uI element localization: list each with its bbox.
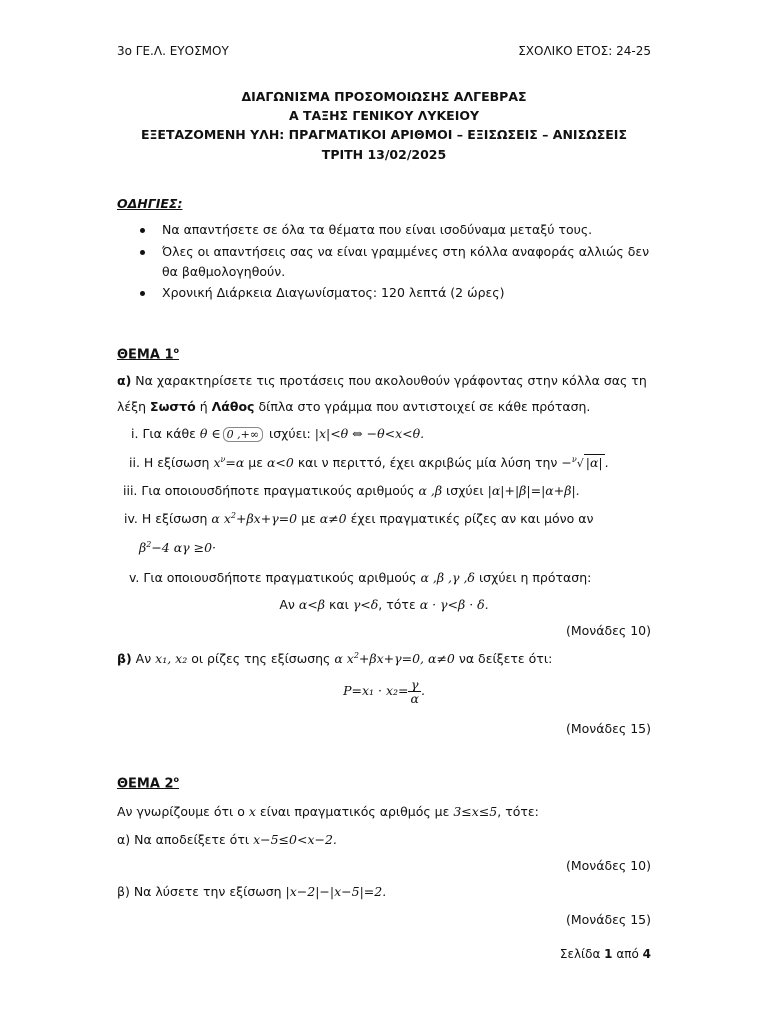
thema-1-title: ΘΕΜΑ $1^o$ bbox=[117, 346, 180, 363]
marks-2b: (Μονάδες 15) bbox=[565, 912, 651, 927]
thema-1a-intro-2: λέξη Σωστό ή Λάθος δίπλα στο γράμμα που αντιστοιχεί σε κάθε πρόταση. bbox=[117, 399, 591, 414]
title-line-1: ΔΙΑΓΩΝΙΣΜΑ ΠΡΟΣΟΜΟΙΩΣΗΣ ΑΛΓΕΒΡΑΣ bbox=[241, 89, 527, 104]
page-number: Σελίδα 1 από 4 bbox=[559, 947, 651, 961]
statement-v-implication: Αν α<β και γ<δ, τότε α · γ<β · δ. bbox=[279, 597, 489, 612]
statement-v: v. Για οποιουσδήποτε πραγματικούς αριθμούς α ,β ,γ ,δ ισχύει η πρόταση: bbox=[129, 570, 592, 585]
thema-2a: α) Να αποδείξετε ότι x−5≤0<x−2. bbox=[117, 832, 337, 847]
bullet-icon bbox=[140, 291, 149, 296]
thema-1b-question: β) Αν x₁, x₂ οι ρίζες της εξίσωσης α $x^2+\beta x+\gamma=0$, α≠0 να δείξετε ότι: bbox=[117, 651, 553, 667]
instruction-3: Χρονική Διάρκεια Διαγωνίσματος: 120 λεπτά (2 ώρες) bbox=[162, 285, 505, 300]
statement-iv: iv. Η εξίσωση α $x^2+\beta x+\gamma=0$ με α≠0 έχει πραγματικές ρίζες αν και μόνο αν bbox=[124, 511, 594, 527]
statement-ii: ii. Η εξίσωση $x^\nu=\alpha$ με α<0 και ν περιττό, έχει ακριβώς μία λύση την −$^\nu$√ |α| . bbox=[129, 455, 609, 471]
statement-i: i. Για κάθε θ ∈ 0 ,+∞ ισχύει: |x|<θ ⇔ −θ<x<θ. bbox=[131, 426, 425, 441]
title-line-3: ΕΞΕΤΑΖΟΜΕΝΗ ΥΛΗ: ΠΡΑΓΜΑΤΙΚΟΙ ΑΡΙΘΜΟΙ – ΕΞΙΣΩΣΕΙΣ – ΑΝΙΣΩΣΕΙΣ bbox=[141, 127, 627, 142]
instruction-2b: θα βαθμολογηθούν. bbox=[162, 264, 286, 279]
marks-2a: (Μονάδες 10) bbox=[565, 858, 651, 873]
marks-1b: (Μονάδες 15) bbox=[565, 721, 651, 736]
statement-iv-condition: $\beta^2-4$ αγ ≥0· bbox=[139, 540, 217, 556]
formula-vieta: P=x₁ · x₂= $\frac{\gamma}{\alpha}$ . bbox=[343, 677, 425, 706]
school-name: 3ο ΓΕ.Λ. ΕΥΟΣΜΟΥ bbox=[117, 44, 229, 58]
bullet-icon bbox=[140, 228, 149, 233]
bullet-icon bbox=[140, 250, 149, 255]
instruction-2a: Όλες οι απαντήσεις σας να είναι γραμμένες στη κόλλα αναφοράς αλλιώς δεν bbox=[162, 244, 650, 259]
thema-2-intro: Αν γνωρίζουμε ότι ο x είναι πραγματικός αριθμός με 3≤x≤5, τότε: bbox=[117, 804, 539, 819]
title-line-4: ΤΡΙΤΗ 13/02/2025 bbox=[321, 147, 447, 162]
thema-2b: β) Να λύσετε την εξίσωση |x−2|−|x−5|=2. bbox=[117, 884, 387, 899]
school-year: ΣΧΟΛΙΚΟ ΕΤΟΣ: 24-25 bbox=[518, 44, 651, 58]
instruction-1: Να απαντήσετε σε όλα τα θέματα που είναι ισοδύναμα μεταξύ τους. bbox=[162, 222, 593, 237]
thema-2-title: ΘΕΜΑ $2^o$ bbox=[117, 775, 180, 792]
statement-iii: iii. Για οποιουσδήποτε πραγματικούς αριθμούς α ,β ισχύει |α|+|β|=|α+β|. bbox=[123, 483, 580, 498]
marks-1a: (Μονάδες 10) bbox=[565, 623, 651, 638]
instructions-heading: ΟΔΗΓΙΕΣ: bbox=[117, 196, 183, 211]
title-line-2: Α ΤΑΞΗΣ ΓΕΝΙΚΟΥ ΛΥΚΕΙΟΥ bbox=[288, 108, 480, 123]
thema-1a-intro: α) Να χαρακτηρίσετε τις προτάσεις που ακολουθούν γράφοντας στην κόλλα σας τη bbox=[117, 373, 647, 388]
